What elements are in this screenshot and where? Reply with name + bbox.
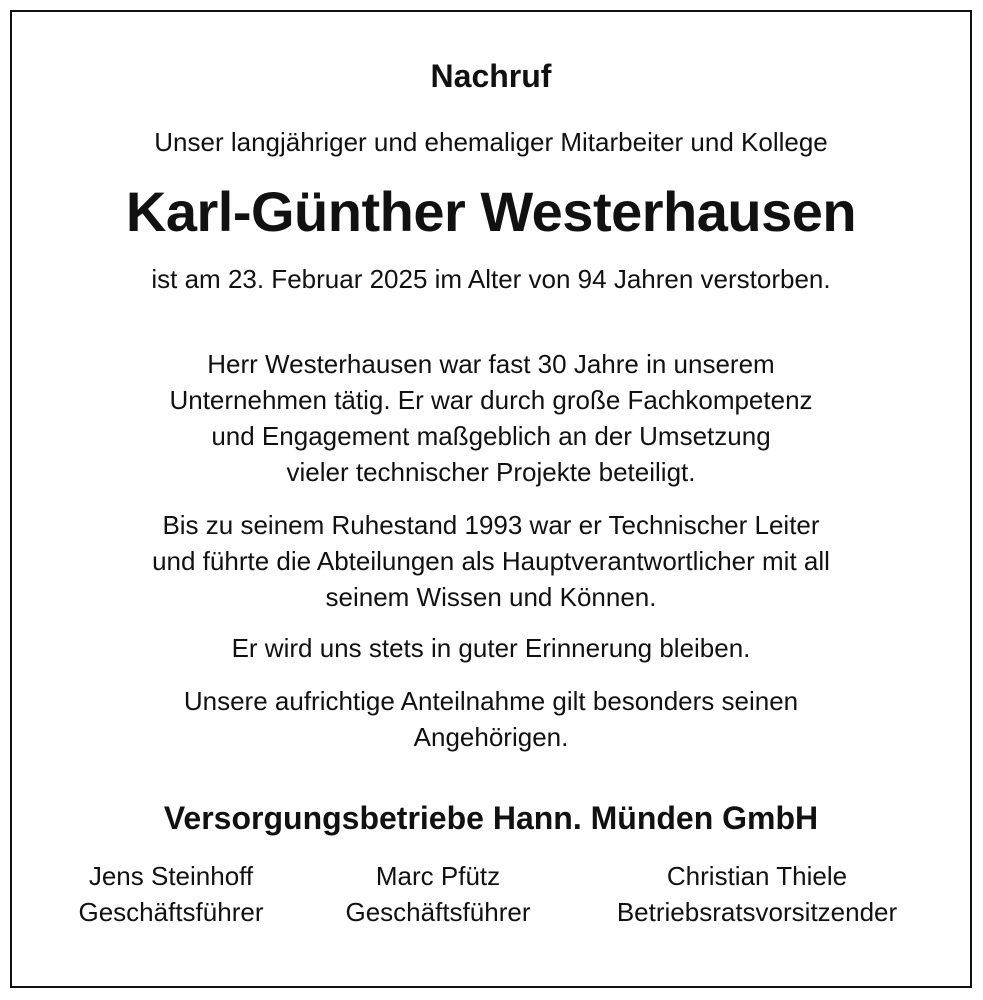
signer-role: Betriebsratsvorsitzender xyxy=(616,897,898,927)
paragraph-retirement xyxy=(12,507,970,615)
paragraph-line: Bis zu seinem Ruhestand 1993 war er Technischer Leiter xyxy=(162,510,820,540)
paragraph-line: vieler technischer Projekte beteiligt. xyxy=(286,457,696,487)
paragraph-line: Er wird uns stets in guter Erinnerung bleiben. xyxy=(231,633,751,663)
paragraph-memory xyxy=(12,630,970,666)
company-name: Versorgungsbetriebe Hann. Münden GmbH xyxy=(163,800,819,836)
paragraph-condolence xyxy=(12,683,970,755)
paragraph-line: Herr Westerhausen war fast 30 Jahre in unserem xyxy=(207,349,775,379)
signer-block xyxy=(582,858,932,930)
signer-role: Geschäftsführer xyxy=(345,897,531,927)
signer-block xyxy=(42,858,300,930)
signer-name: Christian Thiele xyxy=(666,861,848,891)
signer-name: Marc Pfütz xyxy=(375,861,501,891)
notice-heading: Nachruf xyxy=(430,58,552,94)
signer-name: Jens Steinhoff xyxy=(88,861,254,891)
paragraph-career xyxy=(12,346,970,490)
signer-role: Geschäftsführer xyxy=(78,897,264,927)
paragraph-line: und Engagement maßgeblich an der Umsetzung xyxy=(211,421,771,451)
paragraph-line: Unsere aufrichtige Anteilnahme gilt besonders seinen xyxy=(183,686,799,716)
paragraph-line: und führte die Abteilungen als Hauptverantwortlicher mit all xyxy=(152,546,830,576)
paragraph-line: Unternehmen tätig. Er war durch große Fachkompetenz xyxy=(169,385,813,415)
signer-block xyxy=(317,858,559,930)
paragraph-line: seinem Wissen und Können. xyxy=(325,582,657,612)
death-statement: ist am 23. Februar 2025 im Alter von 94 Jahren verstorben. xyxy=(151,264,831,294)
paragraph-line: Angehörigen. xyxy=(413,722,569,752)
obituary-notice xyxy=(10,10,972,988)
deceased-name: Karl-Günther Westerhausen xyxy=(125,180,857,243)
intro-text: Unser langjähriger und ehemaliger Mitarbeiter und Kollege xyxy=(154,127,828,157)
